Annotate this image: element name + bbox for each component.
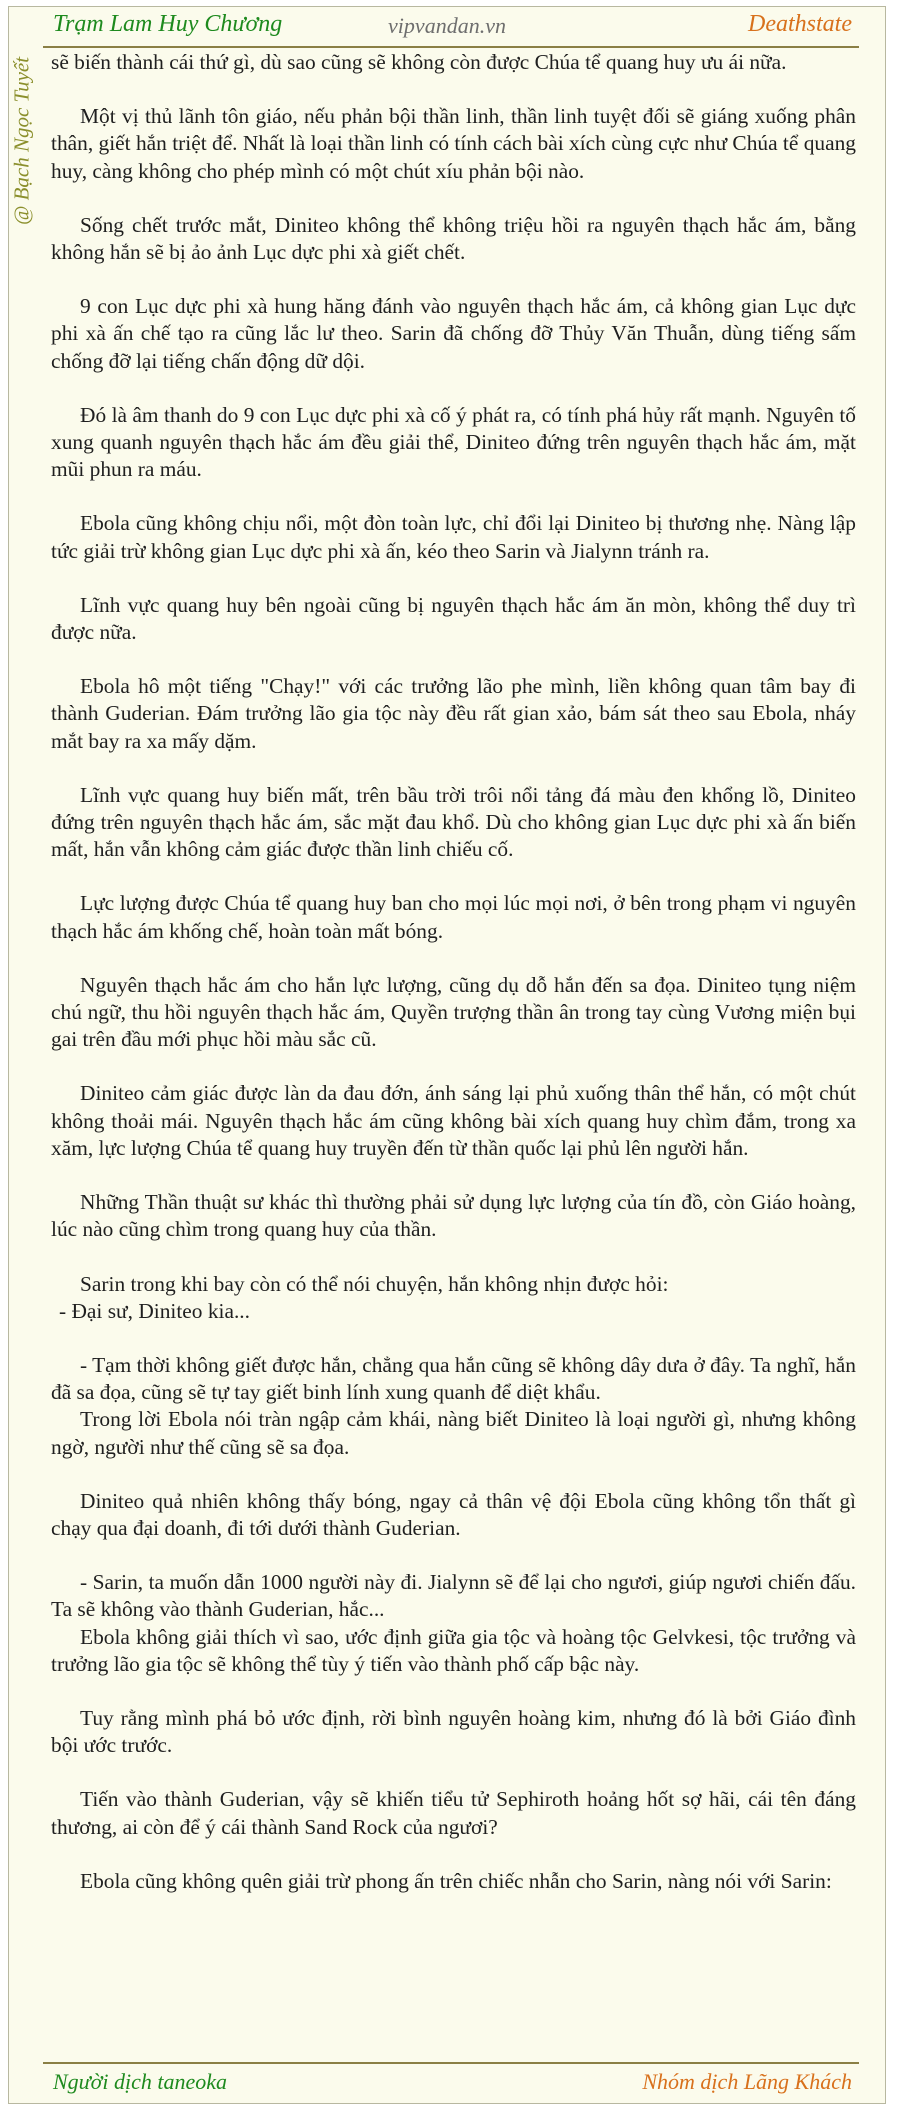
paragraph: Lĩnh vực quang huy biến mất, trên bầu trời trôi nổi tảng đá màu đen khổng lồ, Diniteo đứng trên nguyên thạch hắc ám, sắc mặt đau khổ. Dù cho không gian Lục dực phi xà ấn biến mất, hắn vẫn không cảm giác được thần linh chiếu cố. [51,782,856,862]
paragraph: Những Thần thuật sư khác thì thường phải sử dụng lực lượng của tín đồ, còn Giáo hoàng, lúc nào cũng chìm trong quang huy của thần. [51,1190,856,1242]
header-website: vipvandan.vn [388,13,506,38]
paragraph: sẽ biến thành cái thứ gì, dù sao cũng sẽ không còn được Chúa tể quang huy ưu ái nữa. [51,50,787,74]
header-site-title: Trạm Lam Huy Chương [53,11,283,37]
page-header [9,7,885,45]
paragraph: Một vị thủ lãnh tôn giáo, nếu phản bội thần linh, thần linh tuyệt đối sẽ giáng xuống phân thân, giết hắn triệt để. Nhất là loại thần linh có tính cách bài xích cùng cực như Chúa tể quang huy, càng không cho phép mình có một chút xíu phản bội nào. [51,104,856,183]
paragraph: Diniteo cảm giác được làn da đau đớn, ánh sáng lại phủ xuống thân thể hắn, có một chút không thoải mái. Nguyên thạch hắc ám cũng không bài xích quang huy chìm đắm, trong xa xăm, lực lượng Chúa tể quang huy truyền đến từ thần quốc lại phủ lên người hắn. [51,1081,856,1160]
paragraph: Lực lượng được Chúa tể quang huy ban cho mọi lúc mọi nơi, ở bên trong phạm vi nguyên thạch hắc ám khống chế, hoàn toàn mất bóng. [51,891,856,943]
paragraph: Sống chết trước mắt, Diniteo không thể không triệu hồi ra nguyên thạch hắc ám, bằng không hắn sẽ bị ảo ảnh Lục dực phi xà giết chết. [51,212,856,265]
paragraph: Ebola không giải thích vì sao, ước định giữa gia tộc và hoàng tộc Gelvkesi, tộc trưởng và trưởng lão gia tộc sẽ không thể tùy ý tiến vào thành phố cấp bậc này. [51,1624,856,1676]
footer-translator: Người dịch taneoka [53,2069,228,2094]
chapter-body [51,49,856,1895]
page [8,6,886,2104]
side-watermark: @ Bạch Ngọc Tuyết [9,57,34,226]
dialogue-line: - Đại sư, Diniteo kia... [59,1298,251,1323]
paragraph: Lĩnh vực quang huy bên ngoài cũng bị nguyên thạch hắc ám ăn mòn, không thể duy trì được nữa. [51,592,856,645]
paragraph: Diniteo quả nhiên không thấy bóng, ngay cả thân vệ đội Ebola cũng không tổn thất gì chạy qua đại doanh, đi tới dưới thành Guderian. [51,1488,856,1540]
footer-group: Nhóm dịch Lãng Khách [642,2069,852,2094]
paragraph: Ebola hô một tiếng "Chạy!" với các trưởng lão phe mình, liền không quan tâm bay đi thành Guderian. Đám trưởng lão gia tộc này đều rất gian xảo, bám sát theo sau Ebola, nháy mắt bay ra xa mấy dặm. [51,674,856,753]
header-divider [43,46,859,48]
paragraph: Ebola cũng không quên giải trừ phong ấn trên chiếc nhẫn cho Sarin, nàng nói với Sarin: [80,1868,832,1893]
footer-divider [43,2062,859,2064]
paragraph: Nguyên thạch hắc ám cho hắn lực lượng, cũng dụ dỗ hắn đến sa đọa. Diniteo tụng niệm chú ngữ, thu hồi nguyên thạch hắc ám, Quyền trượng thần ân trong tay cùng Vương miện bụi gai trên đầu mới phục hồi màu sắc cũ. [51,972,856,1052]
paragraph: Tiến vào thành Guderian, vậy sẽ khiến tiểu tử Sephiroth hoảng hốt sợ hãi, cái tên đáng thương, ai còn để ý cái thành Sand Rock của ngươi? [51,1787,856,1839]
paragraph: Tuy rằng mình phá bỏ ước định, rời bình nguyên hoàng kim, nhưng đó là bởi Giáo đình bội ước trước. [51,1705,856,1758]
header-book-title: Deathstate [748,11,852,37]
paragraph: Đó là âm thanh do 9 con Lục dực phi xà cố ý phát ra, có tính phá hủy rất mạnh. Nguyên tố xung quanh nguyên thạch hắc ám đều giải thể, Diniteo đứng trên nguyên thạch hắc ám, mặt mũi phun ra máu. [51,402,856,482]
dialogue-line: - Tạm thời không giết được hắn, chẳng qua hắn cũng sẽ không dây dưa ở đây. Ta nghĩ, hắn đã sa đọa, cũng sẽ tự tay giết binh lính xung quanh để diệt khẩu. [51,1352,856,1405]
dialogue-line: - Sarin, ta muốn dẫn 1000 người này đi. Jialynn sẽ để lại cho ngươi, giúp ngươi chiến đấu. Ta sẽ không vào thành Guderian, hắc... [51,1570,856,1622]
paragraph: Trong lời Ebola nói tràn ngập cảm khái, nàng biết Diniteo là loại người gì, nhưng không ngờ, người như thế cũng sẽ sa đọa. [51,1407,856,1459]
paragraph: Ebola cũng không chịu nổi, một đòn toàn lực, chỉ đổi lại Diniteo bị thương nhẹ. Nàng lập tức giải trừ không gian Lục dực phi xà ấn, kéo theo Sarin và Jialynn tránh ra. [51,511,856,563]
paragraph: Sarin trong khi bay còn có thể nói chuyện, hắn không nhịn được hỏi: [80,1271,669,1296]
paragraph: 9 con Lục dực phi xà hung hăng đánh vào nguyên thạch hắc ám, cả không gian Lục dực phi xà ấn chế tạo ra cũng lắc lư theo. Sarin đã chống đỡ Thủy Văn Thuẫn, dùng tiếng sấm chống đỡ lại tiếng chấn động dữ dội. [51,294,856,373]
